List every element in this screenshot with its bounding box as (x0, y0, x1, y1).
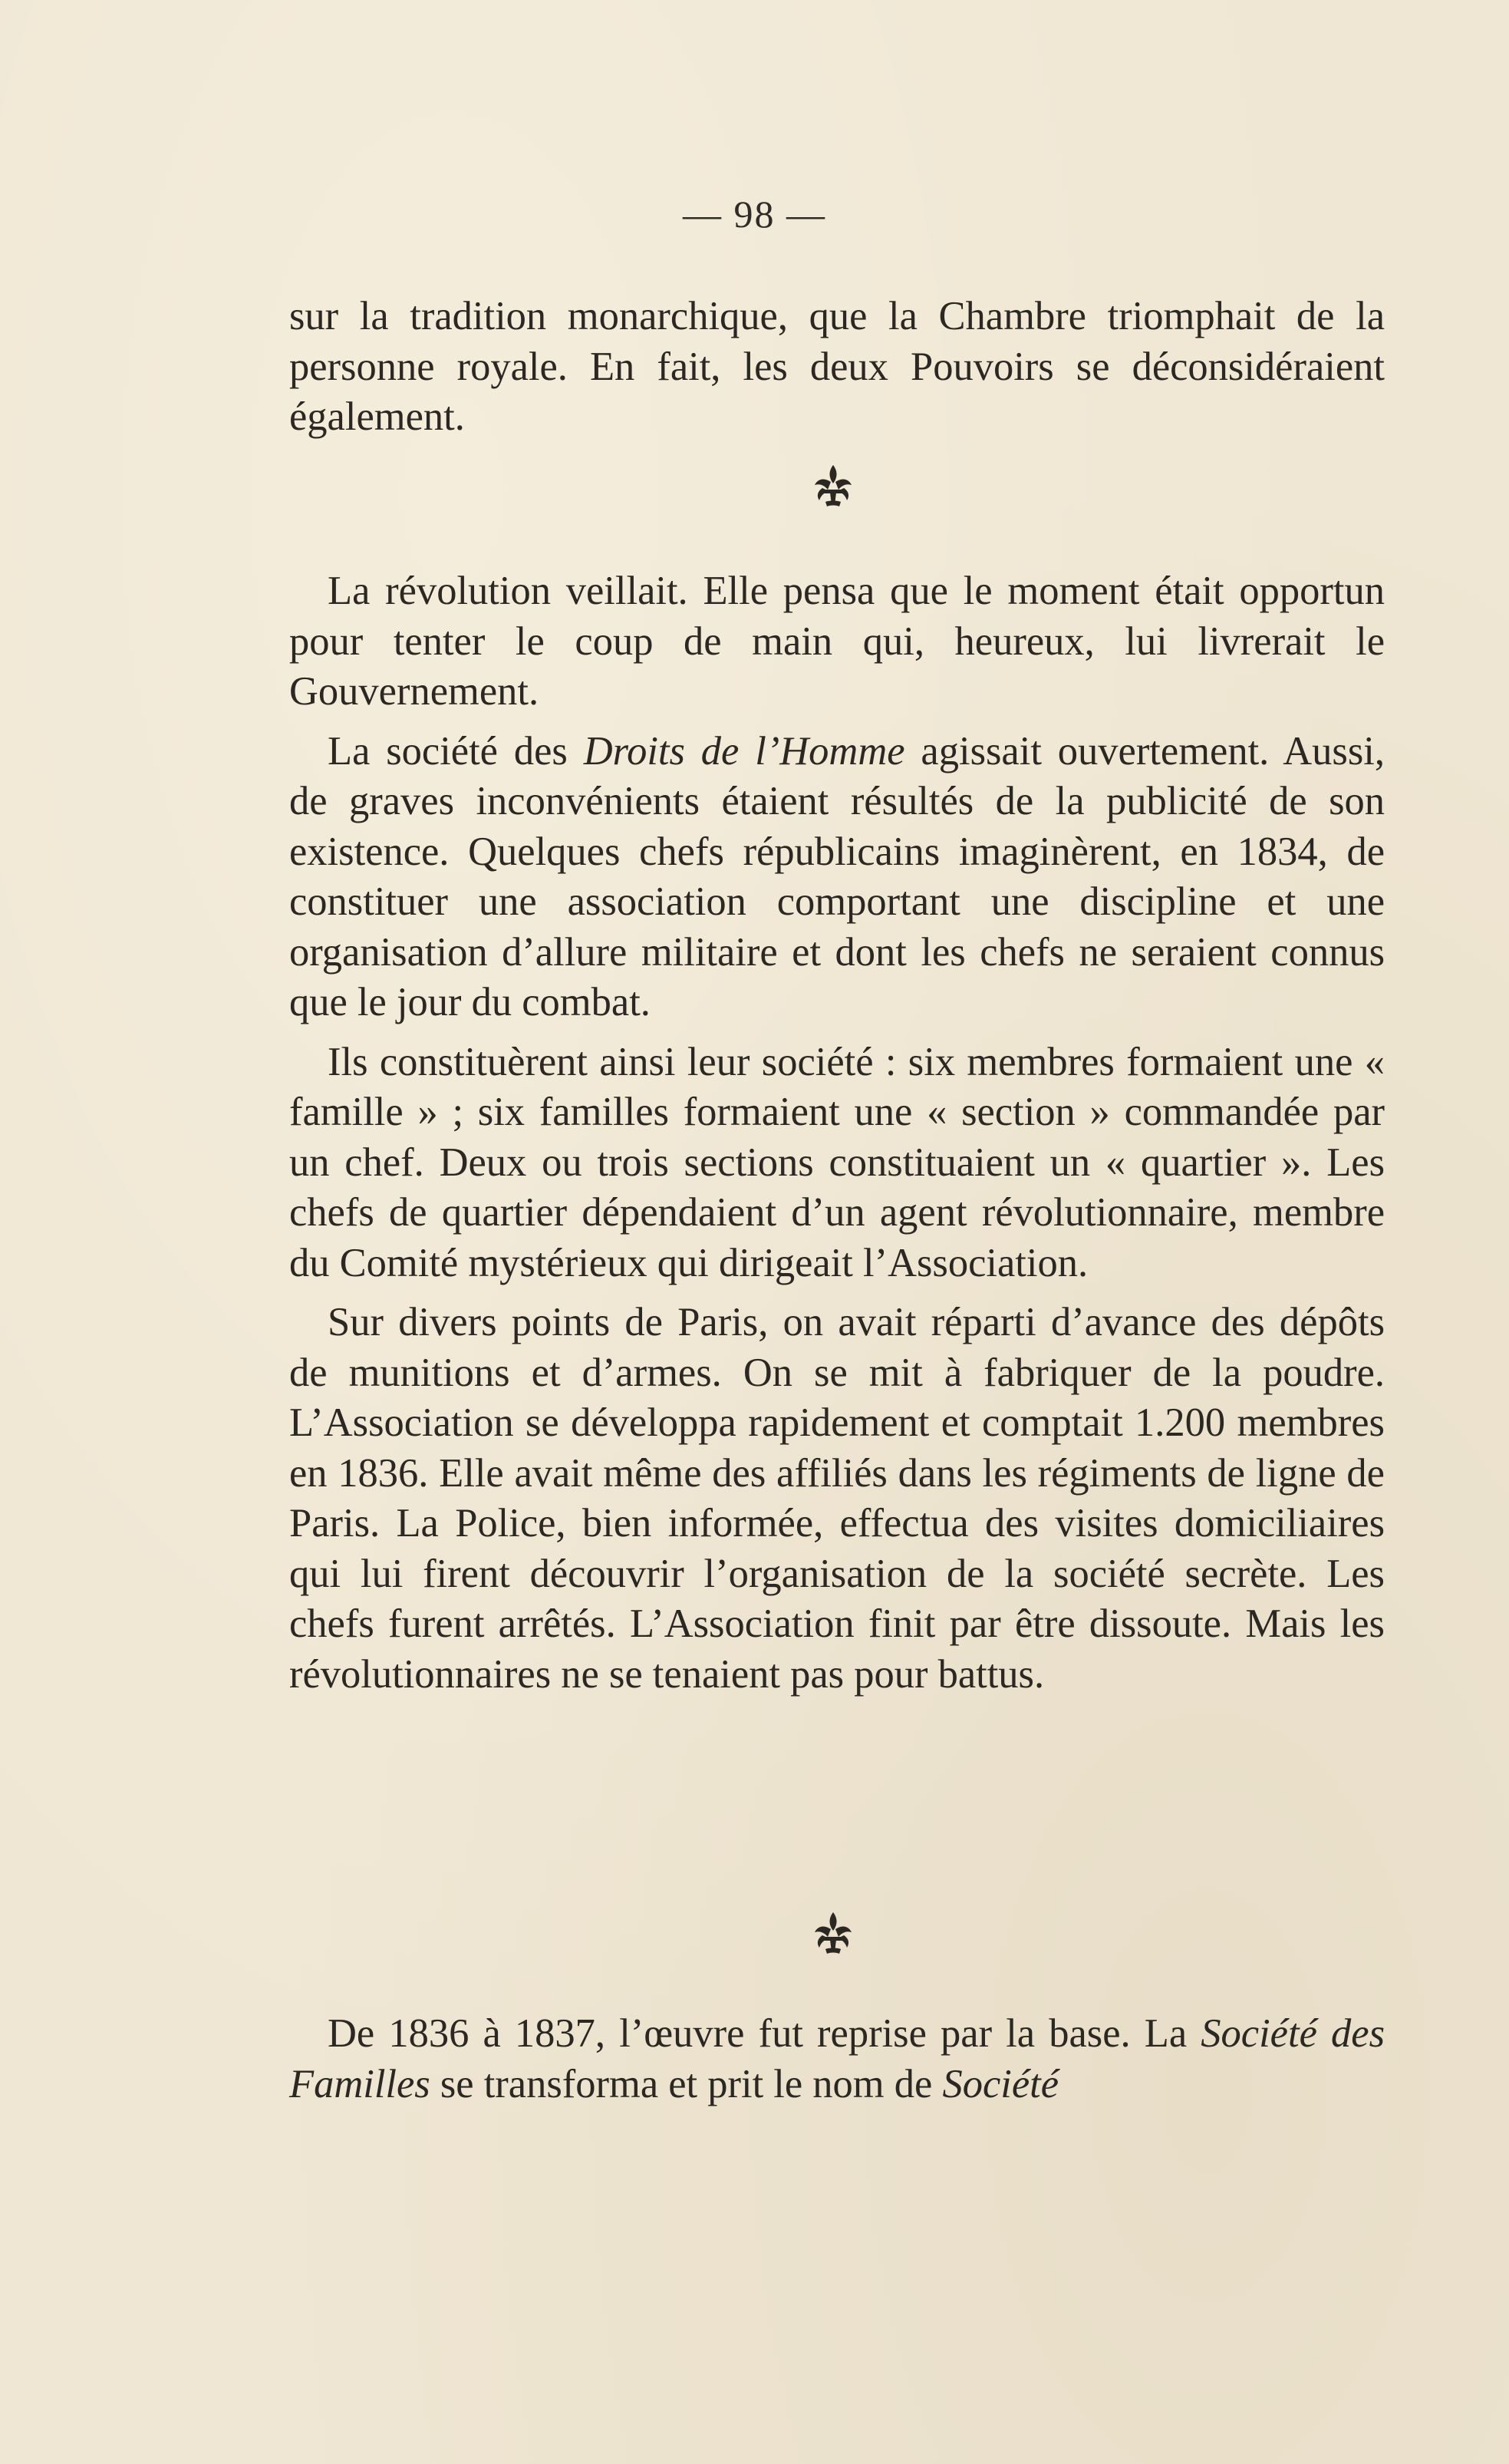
paragraph: La société des Droits de l’Homme agissait ouvertement. Aussi, de graves inconvénients étaient résultés de la publicité de son existence. Quelques chefs républicains imaginèrent, en 1834, de constituer une association comportant une discipline et une organisation d’allure militaire et dont les chefs ne seraient connus que le jour du combat. (289, 728, 1385, 1024)
page-number: — 98 — (683, 193, 826, 236)
fleur-de-lis-ornament-icon (802, 457, 864, 519)
fleur-de-lis-ornament-icon (802, 1905, 864, 1966)
text-block-middle (289, 566, 1385, 1700)
paragraph: La révolution veillait. Elle pensa que le moment était opportun pour tenter le coup de main qui, heureux, lui livrerait le Gouvernement. (289, 569, 1385, 714)
paragraph: De 1836 à 1837, l’œuvre fut reprise par la base. La Société des Familles se transforma et prit le nom de Société (289, 2011, 1385, 2106)
italic-title: Droits de l’Homme (583, 728, 905, 774)
text-block-top (289, 292, 1385, 443)
italic-title: Société des Familles (289, 2011, 1385, 2106)
text-block-bottom (289, 2009, 1385, 2109)
paragraph: sur la tradition monarchique, que la Chambre triomphait de la personne royale. En fait, les deux Pouvoirs se déconsidéraient également. (289, 294, 1385, 439)
paragraph: Sur divers points de Paris, on avait réparti d’avance des dépôts de munitions et d’armes. On se mit à fabriquer de la poudre. L’Association se développa rapidement et comptait 1.200 membres en 1836. Elle avait même des affiliés dans les régiments de ligne de Paris. La Police, bien informée, effectua des visites domiciliaires qui lui firent découvrir l’organisation de la société secrète. Les chefs furent arrêtés. L’Association finit par être dissoute. Mais les révolutionnaires ne se tenaient pas pour battus. (289, 1300, 1385, 1697)
paragraph: Ils constituèrent ainsi leur société : six membres formaient une « famille » ; six familles formaient une « section » commandée par un chef. Deux ou trois sections constituaient un « quartier ». Les chefs de quartier dépendaient d’un agent révolutionnaire, membre du Comité mystérieux qui dirigeait l’Association. (289, 1039, 1385, 1285)
italic-title: Société (942, 2061, 1059, 2106)
